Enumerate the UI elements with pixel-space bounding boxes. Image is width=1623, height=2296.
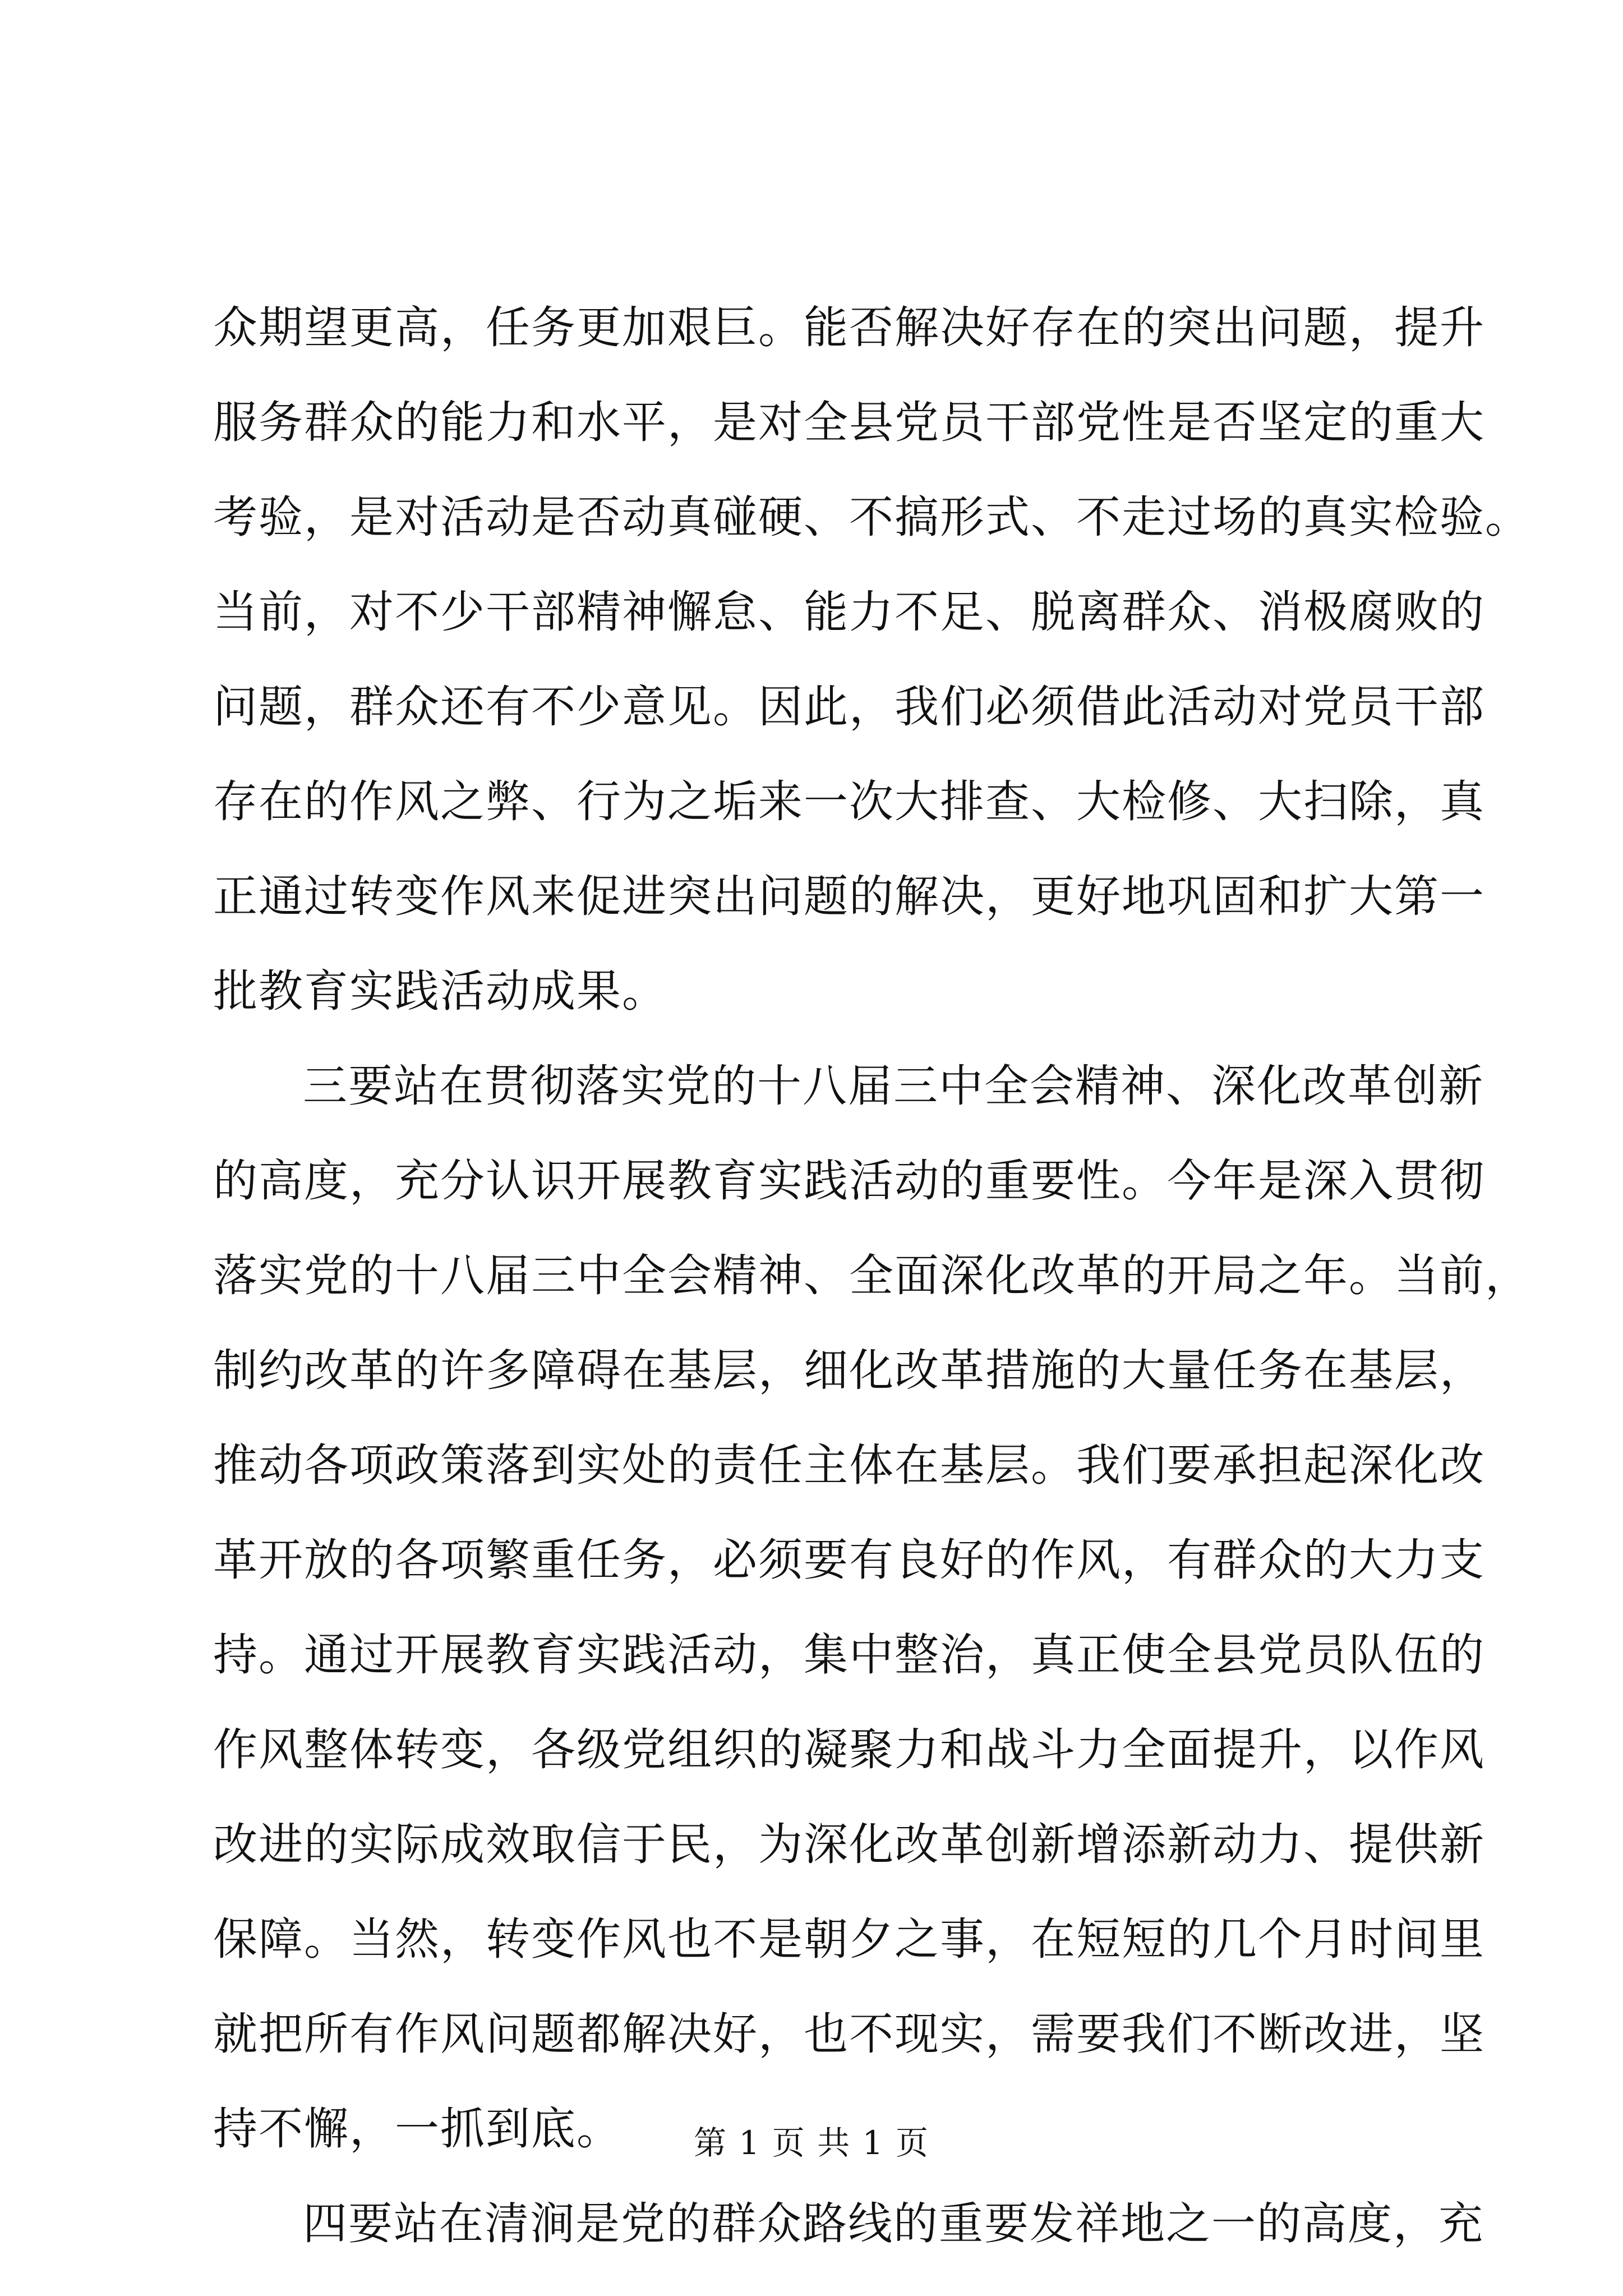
paragraph-start-line: 三要站在贯彻落实党的十八届三中全会精神、深化改革创新 (303, 1060, 1484, 1112)
text-line: 服务群众的能力和水平，是对全县党员干部党性是否坚定的重大 (213, 397, 1485, 448)
text-line: 就把所有作风问题都解决好，也不现实，需要我们不断改进，坚 (213, 2008, 1485, 2060)
document-body (213, 280, 1530, 2271)
text-line: 革开放的各项繁重任务，必须要有良好的作风，有群众的大力支 (213, 1534, 1485, 1586)
text-line: 批教育实践活动成果。 (213, 965, 667, 1017)
text-line: 众期望更高，任务更加艰巨。能否解决好存在的突出问题，提升 (213, 302, 1485, 353)
text-line: 正通过转变作风来促进突出问题的解决，更好地巩固和扩大第一 (213, 871, 1485, 922)
text-line: 的高度，充分认识开展教育实践活动的重要性。今年是深入贯彻 (213, 1155, 1485, 1207)
text-line: 持。通过开展教育实践活动，集中整治，真正使全县党员队伍的 (213, 1629, 1485, 1681)
text-line: 当前，对不少干部精神懈怠、能力不足、脱离群众、消极腐败的 (213, 586, 1485, 638)
text-line: 制约改革的许多障碍在基层，细化改革措施的大量任务在基层， (213, 1345, 1485, 1396)
text-line: 持不懈，一抓到底。 (213, 2103, 622, 2155)
text-line: 问题，群众还有不少意见。因此，我们必须借此活动对党员干部 (213, 681, 1485, 733)
text-line: 保障。当然，转变作风也不是朝夕之事，在短短的几个月时间里 (213, 1913, 1485, 1965)
page-footer: 第 1 页 共 1 页 (694, 2124, 929, 2162)
paragraph-start-line: 四要站在清涧是党的群众路线的重要发祥地之一的高度，充 (303, 2198, 1484, 2249)
text-line: 改进的实际成效取信于民，为深化改革创新增添新动力、提供新 (213, 1819, 1485, 1870)
text-line: 推动各项政策落到实处的责任主体在基层。我们要承担起深化改 (213, 1439, 1485, 1491)
text-line: 考验，是对活动是否动真碰硬、不搞形式、不走过场的真实检验。 (213, 491, 1530, 543)
text-line: 存在的作风之弊、行为之垢来一次大排查、大检修、大扫除，真 (213, 776, 1485, 827)
text-line: 作风整体转变，各级党组织的凝聚力和战斗力全面提升，以作风 (213, 1724, 1485, 1775)
text-line: 落实党的十八届三中全会精神、全面深化改革的开局之年。当前， (213, 1250, 1530, 1301)
